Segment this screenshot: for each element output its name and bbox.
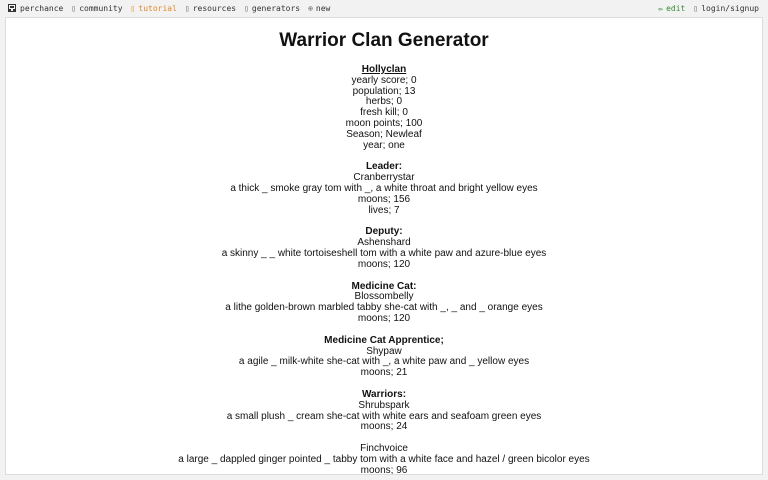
top-navigation-bar — [0, 0, 768, 16]
clan-stat-season: Season; Newleaf — [346, 128, 422, 140]
nav-left — [0, 4, 338, 13]
nav-edit[interactable] — [658, 4, 685, 13]
nav-generators[interactable] — [244, 4, 300, 13]
nav-community-label: community — [79, 3, 123, 13]
section-deputy — [6, 227, 762, 270]
clan-name: Hollyclan — [361, 64, 407, 75]
section-leader — [6, 162, 762, 216]
nav-tutorial-label: tutorial — [138, 3, 177, 13]
nav-new[interactable] — [308, 4, 330, 13]
nav-tutorial[interactable] — [131, 4, 177, 13]
cat-description: a large _ dappled ginger pointed _ tabby tom with a white face and hazel / green bicolor eyes — [178, 453, 590, 465]
cat-description: a thick _ smoke gray tom with _, a white throat and bright yellow eyes — [230, 182, 538, 194]
clan-stat-herbs: herbs; 0 — [365, 96, 403, 108]
section-heading: Leader: — [365, 161, 403, 173]
cat-description: a lithe golden-brown marbled tabby she-cat with _, _ and _ orange eyes — [225, 302, 543, 314]
page-title: Warrior Clan Generator — [279, 30, 489, 51]
clan-summary — [6, 65, 762, 151]
section-heading: Medicine Cat: — [351, 280, 417, 292]
box-icon: ▯ — [184, 3, 190, 13]
cat-description: a skinny _ _ white tortoiseshell tom with a white paw and azure-blue eyes — [221, 247, 547, 259]
cat-name: Blossombelly — [354, 291, 414, 303]
list-icon: ▯ — [244, 3, 249, 13]
nav-community[interactable] — [71, 4, 122, 13]
chat-icon: ▯ — [71, 3, 77, 13]
section-heading: Warriors: — [361, 388, 407, 400]
cat-name: Shrubspark — [358, 399, 410, 411]
clan-stat-population: population; 13 — [352, 85, 416, 97]
nav-resources[interactable] — [185, 4, 236, 13]
section-warriors — [6, 390, 762, 475]
cat-moons: moons; 21 — [360, 367, 408, 379]
section-heading: Deputy: — [365, 226, 403, 238]
book-icon: ▯ — [130, 3, 136, 13]
nav-right — [658, 4, 768, 13]
section-medicine-cat — [6, 282, 762, 325]
cat-description: a agile _ milk-white she-cat with _, a white paw and _ yellow eyes — [238, 356, 530, 368]
nav-generators-label: generators — [251, 3, 301, 13]
nav-login-label: login/signup — [701, 3, 759, 13]
section-medicine-cat-apprentice — [6, 336, 762, 379]
cat-name: Finchvoice — [360, 442, 408, 454]
dice-icon — [8, 4, 16, 12]
cat-lives: lives; 7 — [368, 204, 400, 216]
cat-description: a small plush _ cream she-cat with white ears and seafoam green eyes — [226, 410, 542, 422]
clan-stat-year: year; one — [363, 139, 405, 151]
section-heading: Medicine Cat Apprentice; — [324, 334, 444, 346]
cat-moons: moons; 120 — [357, 312, 411, 324]
cat-moons: moons; 96 — [360, 464, 408, 475]
plus-circle-icon: ⊕ — [308, 3, 313, 13]
clan-stat-fresh-kill: fresh kill; 0 — [360, 107, 408, 119]
generator-output-panel — [5, 17, 763, 475]
cat-name: Ashenshard — [357, 237, 411, 249]
nav-resources-label: resources — [192, 3, 237, 13]
cat-name: Shypaw — [366, 345, 402, 357]
nav-perchance[interactable] — [8, 4, 63, 13]
cat-moons: moons; 24 — [360, 421, 408, 433]
nav-perchance-label: perchance — [20, 3, 64, 13]
nav-new-label: new — [315, 3, 331, 13]
cat-moons: moons; 120 — [357, 258, 411, 270]
clan-stat-yearly-score: yearly score; 0 — [351, 74, 417, 86]
pencil-icon: ✏ — [658, 3, 664, 13]
user-icon: ▯ — [693, 3, 699, 13]
nav-login[interactable] — [693, 4, 759, 13]
cat-name: Cranberrystar — [353, 172, 415, 184]
cat-moons: moons; 156 — [357, 193, 411, 205]
nav-edit-label: edit — [666, 3, 686, 13]
clan-stat-moon-points: moon points; 100 — [345, 117, 423, 129]
